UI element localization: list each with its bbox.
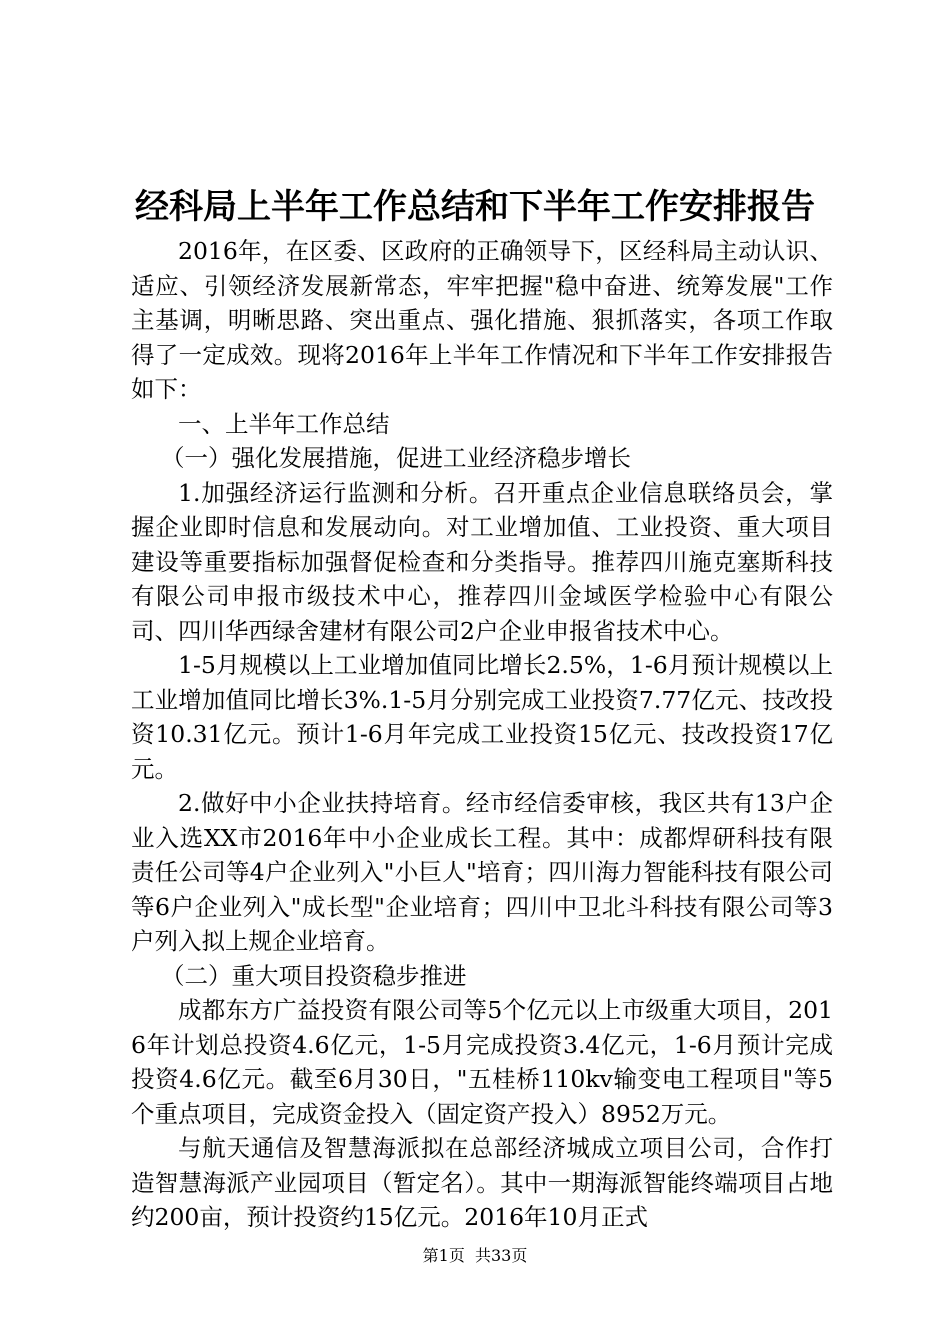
body-paragraph: 1-5月规模以上工业增加值同比增长2.5%，1-6月预计规模以上工业增加值同比增长3%.1-5月分别完成工业投资7.77亿元、技改投资10.31亿元。预计1-6月年完成工业投资15亿元、技改投资17亿元。 [131, 651, 833, 783]
document-title: 经科局上半年工作总结和下半年工作安排报告 [135, 187, 815, 227]
subsection-heading-2: （二）重大项目投资稳步推进 [161, 961, 467, 990]
subsection-heading-1: （一）强化发展措施，促进工业经济稳步增长 [161, 444, 631, 472]
body-paragraph: 1.加强经济运行监测和分析。召开重点企业信息联络员会，掌握企业即时信息和发展动向。对工业增加值、工业投资、重大项目建设等重要指标加强督促检查和分类指导。推荐四川施克塞斯科技有限公司申报市级技术中心，推荐四川金域医学检验中心有限公司、四川华西绿舍建材有限公司2户企业申报省技术中心。 [131, 478, 833, 645]
document-body [131, 234, 833, 1235]
section-heading-1: 一、上半年工作总结 [178, 409, 390, 438]
body-paragraph: 2.做好中小企业扶持培育。经市经信委审核，我区共有13户企业入选XX市2016年中小企业成长工程。其中：成都焊研科技有限责任公司等4户企业列入"小巨人"培育；四川海力智能科技有限公司等6户企业列入"成长型"企业培育；四川中卫北斗科技有限公司等3户列入拟上规企业培育。 [131, 789, 833, 955]
intro-paragraph: 2016年，在区委、区政府的正确领导下，区经科局主动认识、适应、引领经济发展新常态，牢牢把握"稳中奋进、统筹发展"工作主基调，明晰思路、突出重点、强化措施、狠抓落实，各项工作取得了一定成效。现将2016年上半年工作情况和下半年工作安排报告如下： [131, 237, 833, 403]
body-paragraph: 与航天通信及智慧海派拟在总部经济城成立项目公司，合作打造智慧海派产业园项目（暂定名）。其中一期海派智能终端项目占地约200亩，预计投资约15亿元。2016年10月正式 [131, 1134, 833, 1231]
page-footer: 第1页 共33页 [422, 1246, 528, 1265]
body-paragraph: 成都东方广益投资有限公司等5个亿元以上市级重大项目，2016年计划总投资4.6亿元，1-5月完成投资3.4亿元，1-6月预计完成投资4.6亿元。截至6月30日，"五桂桥110kv输变电工程项目"等5个重点项目，完成资金投入（固定资产投入）8952万元。 [131, 996, 833, 1128]
